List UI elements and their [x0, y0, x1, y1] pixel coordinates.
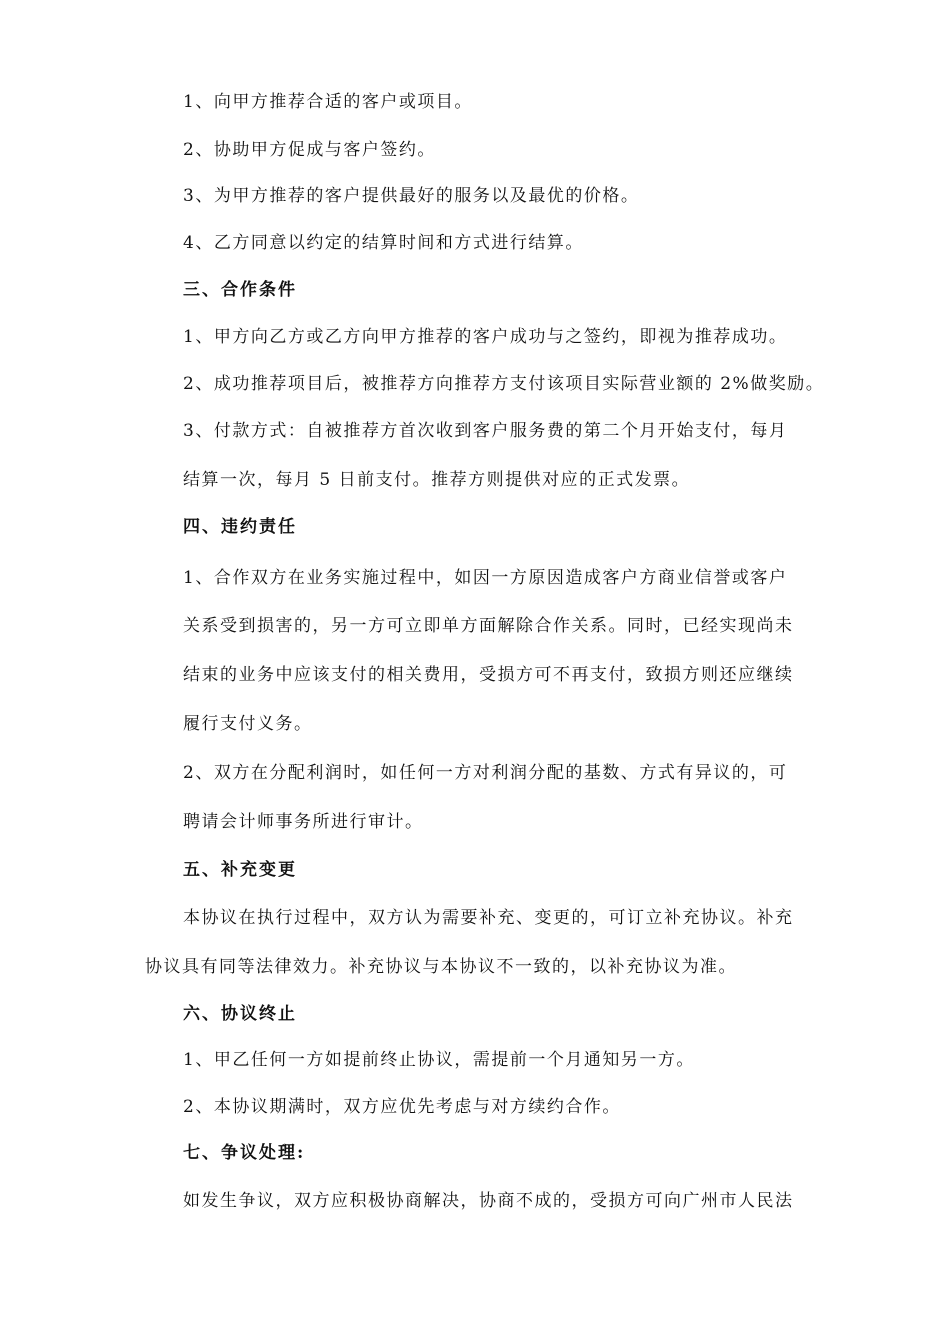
supplement-paragraph-line-1: 本协议在执行过程中，双方认为需要补充、变更的，可订立补充协议。补充	[183, 908, 794, 928]
section-heading-dispute-resolution: 七、争议处理:	[183, 1143, 306, 1163]
breach-item-2-continued: 聘请会计师事务所进行审计。	[183, 812, 424, 832]
condition-item-1: 1、甲方向乙方或乙方向甲方推荐的客户成功与之签约，即视为推荐成功。	[183, 327, 788, 347]
breach-item-1-line-4: 履行支付义务。	[183, 714, 313, 734]
supplement-paragraph-line-2: 协议具有同等法律效力。补充协议与本协议不一致的，以补充协议为准。	[145, 957, 737, 977]
duty-item-1: 1、向甲方推荐合适的客户或项目。	[183, 92, 473, 112]
breach-item-1: 1、合作双方在业务实施过程中，如因一方原因造成客户方商业信誉或客户	[183, 568, 788, 588]
section-heading-supplement-change: 五、补充变更	[183, 860, 297, 880]
duty-item-2: 2、协助甲方促成与客户签约。	[183, 140, 436, 160]
section-heading-cooperation-conditions: 三、合作条件	[183, 280, 297, 300]
dispute-paragraph-line-1: 如发生争议，双方应积极协商解决，协商不成的，受损方可向广州市人民法	[183, 1191, 794, 1211]
condition-item-2: 2、成功推荐项目后，被推荐方向推荐方支付该项目实际营业额的 2%做奖励。	[183, 374, 825, 394]
duty-item-3: 3、为甲方推荐的客户提供最好的服务以及最优的价格。	[183, 186, 640, 206]
termination-item-2: 2、本协议期满时，双方应优先考虑与对方续约合作。	[183, 1097, 621, 1117]
section-heading-termination: 六、协议终止	[183, 1004, 297, 1024]
section-heading-breach-liability: 四、违约责任	[183, 517, 297, 537]
breach-item-2: 2、双方在分配利润时，如任何一方对利润分配的基数、方式有异议的，可	[183, 763, 788, 783]
termination-item-1: 1、甲乙任何一方如提前终止协议，需提前一个月通知另一方。	[183, 1050, 695, 1070]
condition-item-3-continued: 结算一次，每月 5 日前支付。推荐方则提供对应的正式发票。	[183, 470, 691, 490]
duty-item-4: 4、乙方同意以约定的结算时间和方式进行结算。	[183, 233, 584, 253]
breach-item-1-line-3: 结束的业务中应该支付的相关费用，受损方可不再支付，致损方则还应继续	[183, 665, 794, 685]
breach-item-1-line-2: 关系受到损害的，另一方可立即单方面解除合作关系。同时，已经实现尚未	[183, 616, 794, 636]
condition-item-3: 3、付款方式：自被推荐方首次收到客户服务费的第二个月开始支付，每月	[183, 421, 788, 441]
